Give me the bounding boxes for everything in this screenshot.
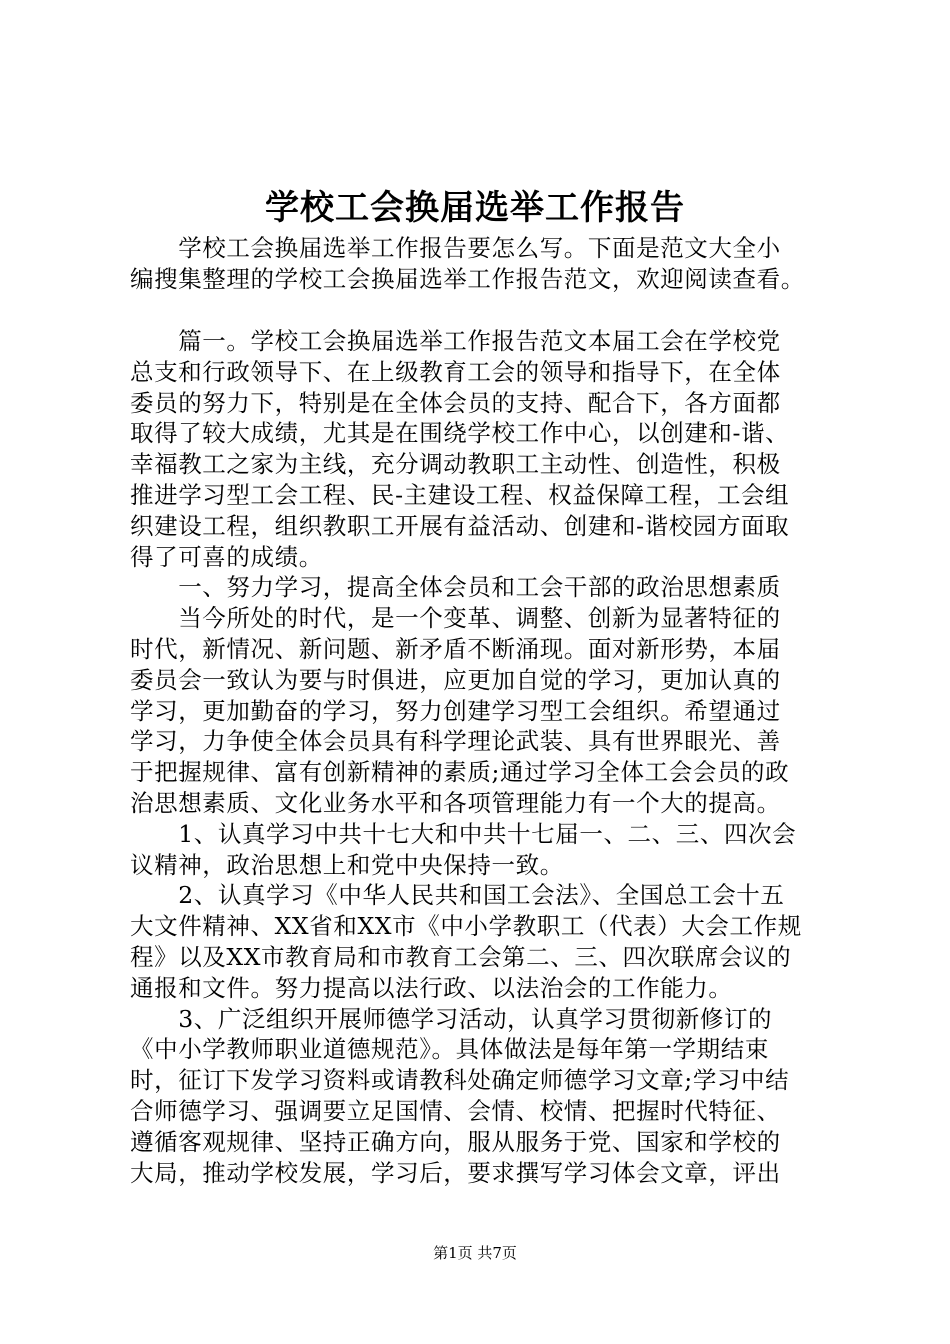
text-line: 2、认真学习《中华人民共和国工会法》、全国总工会十五 [130,881,785,910]
text-line: 幸福教工之家为主线，充分调动教职工主动性、创造性，积极 [130,450,781,479]
text-line: 时代，新情况、新问题、新矛盾不断涌现。面对新形势，本届 [130,634,781,663]
text-line: 《中小学教师职业道德规范》。具体做法是每年第一学期结束 [130,1035,769,1064]
text-line: 议精神，政治思想上和党中央保持一致。 [130,850,564,879]
text-line: 委员会一致认为要与时俱进，应更加自觉的学习，更加认真的 [130,665,781,694]
text-line: 推进学习型工会工程、民-主建设工程、权益保障工程，工会组 [130,480,790,509]
section-heading: 一、努力学习，提高全体会员和工会干部的政治思想素质 [130,573,781,602]
text-line: 大局，推动学校发展，学习后，要求撰写学习体会文章，评出 [130,1158,781,1187]
text-line: 治思想素质、文化业务水平和各项管理能力有一个大的提高。 [130,788,781,817]
text-line: 总支和行政领导下、在上级教育工会的领导和指导下，在全体 [130,357,781,386]
text-line: 编搜集整理的学校工会换届选举工作报告范文，欢迎阅读查看。 [130,264,805,293]
text-line: 遵循客观规律、坚持正确方向，服从服务于党、国家和学校的 [130,1127,781,1156]
text-line: 3、广泛组织开展师德学习活动，认真学习贯彻新修订的 [130,1004,773,1033]
report-body [130,326,830,1188]
text-line: 时，征订下发学习资料或请教科处确定师德学习文章;学习中结 [130,1066,790,1095]
text-line: 1、认真学习中共十七大和中共十七届一、二、三、四次会 [130,819,797,848]
text-line: 得了可喜的成绩。 [130,542,323,571]
text-line: 程》以及XX市教育局和市教育工会第二、三、四次联席会议的 [130,942,792,971]
text-line: 篇一。学校工会换届选举工作报告范文本届工会在学校党 [130,327,781,355]
text-line: 学习，力争使全体会员具有科学理论武装、具有世界眼光、善 [130,727,781,756]
text-line: 委员的努力下，特别是在全体会员的支持、配合下，各方面都 [130,388,781,417]
text-line: 当今所处的时代，是一个变革、调整、创新为显著特征的 [130,604,781,633]
text-line: 取得了较大成绩，尤其是在围绕学校工作中心，以创建和-谐、 [130,419,790,448]
document-title: 学校工会换届选举工作报告 [265,188,685,228]
text-line: 学校工会换届选举工作报告要怎么写。下面是范文大全小 [130,234,781,262]
text-line: 于把握规律、富有创新精神的素质;通过学习全体工会会员的政 [130,758,790,787]
text-line: 学习，更加勤奋的学习，努力创建学习型工会组织。希望通过 [130,696,781,725]
text-line: 织建设工程，组织教职工开展有益活动、创建和-谐校园方面取 [130,511,790,540]
text-line: 通报和文件。努力提高以法行政、以法治会的工作能力。 [130,973,733,1002]
page-number-footer: 第1页 共7页 [433,1244,517,1262]
intro-paragraph [130,233,830,295]
text-line: 大文件精神、XX省和XX市《中小学教职工（代表）大会工作规 [130,912,802,941]
text-line: 合师德学习、强调要立足国情、会情、校情、把握时代特征、 [130,1096,781,1125]
